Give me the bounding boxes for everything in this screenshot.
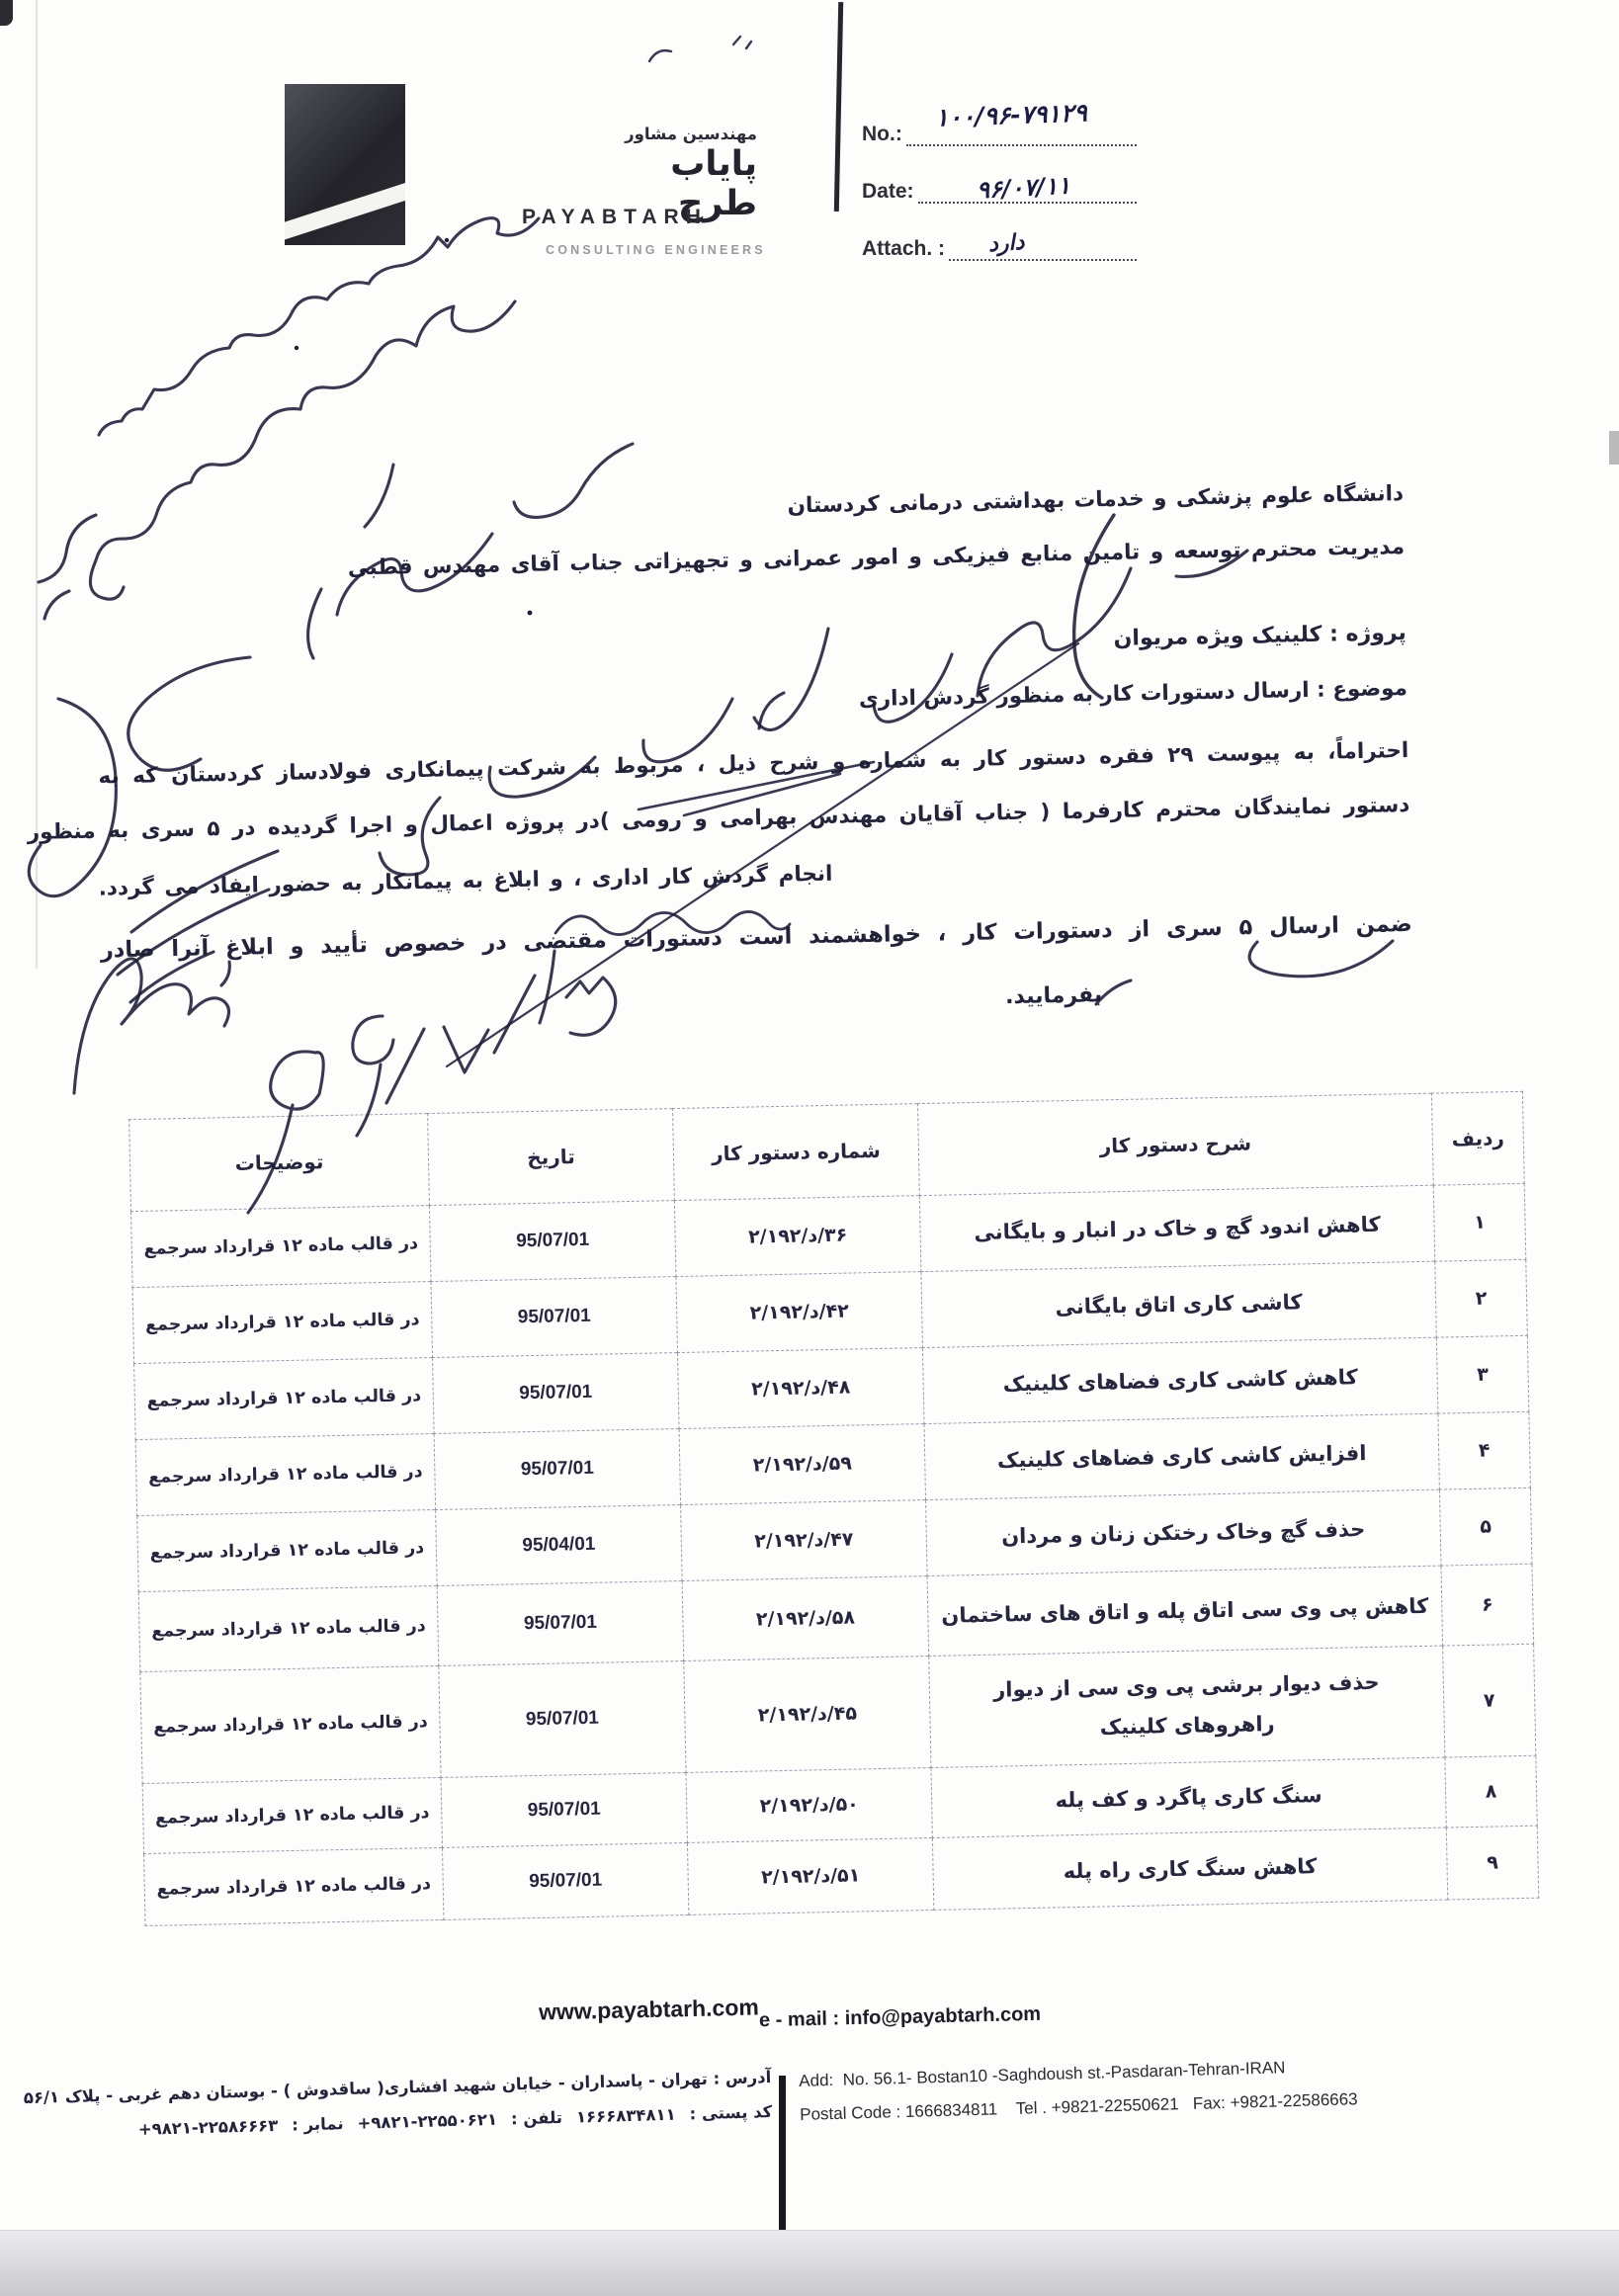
cell-order-no: ۲/۱۹۲/د/۴۷ bbox=[754, 1528, 854, 1553]
cell-date: 95/07/01 bbox=[439, 1660, 686, 1777]
work-orders-table bbox=[128, 1091, 1539, 1926]
cell-note: در قالب ماده ۱۲ قرارداد سرجمع bbox=[132, 1282, 432, 1364]
cell-order-no: ۲/۱۹۲/د/۴۸ bbox=[750, 1376, 851, 1401]
cell-desc: حذف گچ وخاک رختکن زنان و مردان bbox=[926, 1489, 1441, 1575]
fax-label: نمابر : bbox=[292, 2114, 344, 2135]
postal-value: ۱۶۶۶۸۳۴۸۱۱ bbox=[575, 2104, 676, 2127]
letter-body bbox=[0, 0, 1619, 1115]
header-date: تاریخ bbox=[428, 1109, 675, 1206]
cell-note: در قالب ماده ۱۲ قرارداد سرجمع bbox=[137, 1509, 437, 1591]
body-line-2: دستور نمایندگان محترم کارفرما ( جناب آقایان مهندس بهرامی و رومی )در پروژه اعمال و اجرا گردیده در ۵ سری به منظور bbox=[27, 792, 1410, 846]
cell-order-no: ۲/۱۹۲/د/۵۸ bbox=[755, 1606, 856, 1631]
cell-note: در قالب ماده ۱۲ قرارداد سرجمع bbox=[135, 1434, 435, 1516]
cell-note: در قالب ماده ۱۲ قرارداد سرجمع bbox=[142, 1777, 442, 1853]
cell-row-no: ۱ bbox=[1433, 1183, 1526, 1261]
cell-row-no: ۲ bbox=[1435, 1259, 1528, 1337]
footer-address-en bbox=[799, 2054, 1432, 2125]
tel-value: +۹۸۲۱-۲۲۵۵۰۶۲۱ bbox=[357, 2109, 498, 2133]
cell-order-no: ۲/۱۹۲/د/۳۶ bbox=[747, 1224, 848, 1248]
footer-address-fa-line2 bbox=[9, 2102, 772, 2143]
cell-desc: کاهش سنگ کاری راه پله bbox=[932, 1828, 1447, 1910]
cell-date: 95/04/01 bbox=[436, 1505, 682, 1586]
cell-note: در قالب ماده ۱۲ قرارداد سرجمع bbox=[134, 1358, 434, 1440]
cell-order-no: ۲/۱۹۲/د/۴۲ bbox=[749, 1300, 849, 1324]
cell-desc: حذف دیوار برشی پی وی سی از دیوار راهروهای کلینیک bbox=[992, 1669, 1380, 1740]
footer-address-fa-line1: آدرس : تهران - پاسداران - خیابان شهید افشاری( ساقدوش ) - بوستان دهم غربی - پلاک ۵۶/۱ bbox=[23, 2068, 772, 2108]
scan-bottom-band bbox=[0, 2230, 1619, 2296]
brand-en-subtitle: CONSULTING ENGINEERS bbox=[546, 243, 766, 257]
cell-note: در قالب ماده ۱۲ قرارداد سرجمع bbox=[140, 1665, 441, 1783]
tel-label: تلفن : bbox=[510, 2107, 563, 2129]
handwritten-letter-date: ۹۶/۰۷/۱۱ bbox=[976, 171, 1071, 205]
cell-desc: افزایش کاشی کاری فضاهای کلینیک bbox=[924, 1413, 1439, 1499]
cell-row-no: ۳ bbox=[1436, 1335, 1529, 1413]
footer-email: e - mail : info@payabtarh.com bbox=[758, 2002, 1042, 2032]
cell-row-no: ۷ bbox=[1443, 1644, 1536, 1757]
cell-note: در قالب ماده ۱۲ قرارداد سرجمع bbox=[138, 1585, 439, 1671]
header-desc: شرح دستور کار bbox=[917, 1093, 1433, 1195]
cell-desc: کاهش اندود گچ و خاک در انبار و بایگانی bbox=[919, 1185, 1434, 1271]
cell-date: 95/07/01 bbox=[429, 1201, 675, 1282]
subject-line: موضوع : ارسال دستورات کار به منظور گردش اداری bbox=[858, 675, 1408, 713]
cell-desc: کاهش پی وی سی اتاق پله و اتاق های ساختمان bbox=[927, 1566, 1443, 1656]
header-note: توضیحات bbox=[129, 1114, 430, 1212]
body-line-3: انجام گردش کار اداری ، و ابلاغ به پیمانکار به حضور ایفاد می گردد. bbox=[98, 861, 833, 901]
cell-order-no: ۲/۱۹۲/د/۵۰ bbox=[759, 1793, 860, 1818]
cell-date: 95/07/01 bbox=[441, 1772, 687, 1847]
brand-fa-small: مهندسین مشاور bbox=[625, 125, 757, 143]
footer-divider bbox=[779, 2076, 786, 2234]
footer-website: www.payabtarh.com bbox=[538, 1994, 760, 2025]
cell-row-no: ۸ bbox=[1445, 1755, 1537, 1828]
header-order-no: شماره دستور کار bbox=[673, 1104, 920, 1201]
cell-date: 95/07/01 bbox=[437, 1581, 684, 1666]
closing-line-2: بفرمایید. bbox=[1004, 982, 1103, 1010]
cell-row-no: ۶ bbox=[1441, 1564, 1534, 1646]
postal-label: کد پستی : bbox=[689, 2101, 773, 2124]
cell-date: 95/07/01 bbox=[431, 1277, 677, 1358]
body-line-1: احتراماً، به پیوست ۲۹ فقره دستور کار به شماره و شرح ذیل ، مربوط به شرکت پیمانکاری فولادساز کردستان که به bbox=[98, 737, 1409, 790]
footer-address-en-line1: Add: No. 56.1- Bostan10 -Saghdoush st.-Pasdaran-Tehran-IRAN bbox=[799, 2058, 1286, 2090]
cell-order-no: ۲/۱۹۲/د/۵۹ bbox=[752, 1452, 853, 1477]
cell-row-no: ۴ bbox=[1438, 1411, 1531, 1489]
cell-date: 95/07/01 bbox=[443, 1842, 689, 1919]
closing-line-1: ضمن ارسال ۵ سری از دستورات کار ، خواهشمند است دستورات مقتضی در خصوص تأیید و ابلاغ آنرا صادر bbox=[100, 910, 1412, 964]
brand-fa-name: پایاب طرح bbox=[670, 144, 757, 223]
cell-note: در قالب ماده ۱۲ قرارداد سرجمع bbox=[144, 1847, 444, 1925]
cell-row-no: ۵ bbox=[1439, 1488, 1532, 1566]
header-row-no: ردیف bbox=[1431, 1091, 1524, 1185]
recipient-line-1: دانشگاه علوم پزشکی و خدمات بهداشتی درمانی کردستان bbox=[787, 481, 1405, 519]
brand-en-name: PAYABTARH bbox=[522, 206, 708, 228]
ref-date-label: Date: bbox=[862, 180, 914, 203]
cell-order-no: ۲/۱۹۲/د/۴۵ bbox=[757, 1702, 858, 1727]
fax-value: +۹۸۲۱-۲۲۵۸۶۶۶۳ bbox=[137, 2115, 279, 2139]
scan-corner-mark bbox=[0, 0, 13, 26]
ref-attach-label: Attach. : bbox=[862, 237, 945, 260]
work-orders-table-wrap bbox=[128, 1091, 1538, 1926]
cell-date: 95/07/01 bbox=[434, 1429, 680, 1510]
cell-note: در قالب ماده ۱۲ قرارداد سرجمع bbox=[131, 1206, 431, 1288]
handwritten-ref-number: ۱۰۰/۹۶-۷۹۱۲۹ bbox=[934, 98, 1088, 132]
cell-desc: کاهش کاشی کاری فضاهای کلینیک bbox=[922, 1337, 1437, 1423]
cell-order-no: ۲/۱۹۲/د/۵۱ bbox=[760, 1864, 861, 1889]
footer-address-en-line2: Postal Code : 1666834811 Tel . +9821-22550621 Fax: +9821-22586663 bbox=[799, 2089, 1358, 2124]
cell-desc: کاشی کاری اتاق بایگانی bbox=[921, 1261, 1436, 1347]
handwritten-attach-value: دارد bbox=[987, 229, 1026, 258]
cell-desc: سنگ کاری پاگرد و کف پله bbox=[931, 1757, 1446, 1837]
ref-no-label: No.: bbox=[862, 123, 902, 145]
recipient-line-2: مدیریت محترم توسعه و تامین منابع فیزیکی و امور عمرانی و تجهیزاتی جناب آقای مهندس قطبی bbox=[347, 534, 1406, 581]
cell-date: 95/07/01 bbox=[433, 1353, 679, 1434]
footer-address-fa bbox=[8, 2068, 772, 2143]
cell-row-no: ۹ bbox=[1446, 1826, 1538, 1900]
project-line: پروژه : کلینیک ویژه مریوان bbox=[1113, 620, 1407, 651]
